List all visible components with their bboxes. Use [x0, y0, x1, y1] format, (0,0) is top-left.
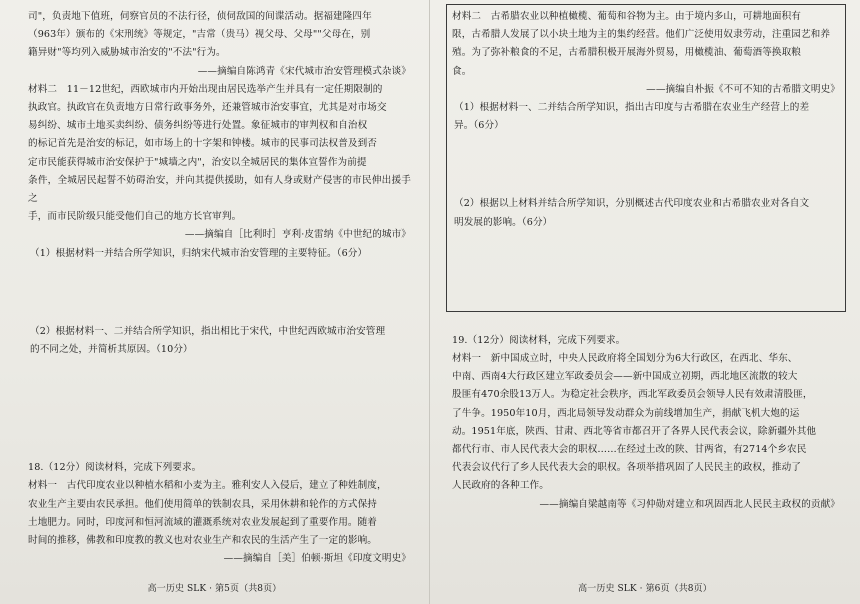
- source-citation-3: ——摘编自［美］伯顿·斯坦《印度文明史》: [223, 553, 411, 565]
- material-2-line-6: 条件，全城居民起誓不妨碍治安，并向其提供援助，如有人身或财产侵害的市民伸出援手之: [28, 174, 411, 205]
- q18-material-1-line-4: 时间的推移，佛教和印度教的教义也对农业生产和农民的生活产生了一定的影响。: [28, 535, 377, 547]
- q19-material-1-line-2: 中南、西南4大行政区建立军政委员会——新中国成立初期，西北地区流散的较大: [452, 371, 798, 383]
- q18-material-2-line-1: 材料二 古希腊农业以种植橄榄、葡萄和谷物为主。由于境内多山，可耕地面积有: [452, 11, 801, 22]
- q18-material-2-line-4: 食。: [452, 65, 472, 77]
- question-18-2-line-2: 明发展的影响。（6分）: [454, 216, 553, 228]
- right-page: [430, 0, 860, 604]
- answer-space-18-2[interactable]: [452, 232, 840, 332]
- q19-material-1-line-4: 了牛争。1950年10月，西北局领导发动群众为前线增加生产，捐献飞机大炮的运: [452, 407, 800, 419]
- q19-material-1-line-7: 代表会议代行了乡人民代表大会的职权。各项举措巩固了人民民主的政权，推动了: [452, 462, 801, 474]
- page-footer-left: 高一历史 SLK · 第5页（共8页）: [147, 583, 282, 594]
- page-footer-right: 高一历史 SLK · 第6页（共8页）: [578, 583, 712, 594]
- question-18-2-line-1: （2）根据以上材料并结合所学知识，分别概述古代印度农业和古希腊农业对各自文: [454, 198, 810, 210]
- material-2-line-4: 的标记首先是治安的标记，如市场上的十字架和钟楼。城市的民事司法权普及到否: [28, 138, 377, 150]
- intro-line-2: （963年）颁布的《宋刑统》等规定，"吉常（贵马）视父母、父母""父母在，别: [28, 29, 371, 41]
- answer-space-17-1[interactable]: [28, 263, 411, 323]
- answer-space-17-2[interactable]: [28, 359, 411, 459]
- q18-material-2-line-2: 限，古希腊人发展了以小块土地为主的集约经营。他们广泛使用奴隶劳动，注重园艺和养: [452, 29, 831, 41]
- q19-material-1-line-1: 材料一 新中国成立时，中央人民政府将全国划分为6大行政区，在西北、华东、: [452, 353, 798, 365]
- q19-material-1-line-5: 动。1951年底，陕西、甘肃、西北等省市都召开了各界人民代表会议，除新疆外其他: [452, 425, 817, 437]
- material-2-line-3: 易纠纷、城市土地买卖纠纷、债务纠纷等进行处置。象征城市的审判权和自治权: [28, 120, 368, 132]
- q19-material-1-line-6: 都代行市、市人民代表大会的职权……在经过土改的陕、甘两省，有2714个乡农民: [452, 444, 807, 456]
- material-2-line-2: 执政官。执政官在负责地方日常行政事务外，还兼管城市治安事宜，尤其是对市场交: [28, 102, 387, 114]
- question-19-header: 19.（12分）阅读材料，完成下列要求。: [452, 334, 626, 346]
- question-18-1-line-2: 异。（6分）: [454, 120, 504, 132]
- material-2-line-5: 定市民能获得城市治安保护于"城墙之内"，治安以全城居民的集体宣誓作为前提: [28, 156, 367, 168]
- material-2-line-1: 材料二 11－12世纪，西欧城市内开始出现由居民选举产生并具有一定任期限制的: [28, 83, 383, 95]
- question-17-2-line-2: 的不同之处，并简析其原因。（10分）: [30, 344, 193, 356]
- q18-material-1-line-2: 农业生产主要由农民承担。他们使用简单的铁制农具，采用休耕和轮作的方式保持: [28, 498, 377, 510]
- q19-material-1-line-8: 人民政府的各种工作。: [452, 480, 549, 492]
- q19-material-1-line-3: 股匪有470余股13万人。为稳定社会秩序，西北军政委员会领导人民有效肃清股匪，: [452, 389, 813, 401]
- source-citation-1: ——摘编自陈鸿青《宋代城市治安管理模式杂谈》: [197, 65, 411, 77]
- material-2-line-7: 手，而市民阶级只能受他们自己的地方长官审判。: [28, 211, 242, 223]
- question-18-1-line-1: （1）根据材料一、二并结合所学知识，指出古印度与古希腊在农业生产经营上的差: [454, 102, 810, 114]
- q18-material-1-line-3: 土地肥力。同时，印度河和恒河流域的灌溉系统对农业发展起到了重要作用。随着: [28, 516, 377, 528]
- source-citation-5: ——摘编自梁越南等《习仲勋对建立和巩固西北人民民主政权的贡献》: [539, 498, 840, 510]
- q18-material-1-line-1: 材料一 古代印度农业以种植水稻和小麦为主。雅利安人入侵后，建立了种姓制度，: [28, 480, 387, 492]
- question-17-1: （1）根据材料一并结合所学知识，归纳宋代城市治安管理的主要特征。（6分）: [30, 247, 368, 259]
- intro-line-1: 司"，负责地下值班，伺察官员的不法行径，侦伺敌国的间谍活动。据福建隆四年: [28, 11, 372, 22]
- intro-line-3: 籍异财"等均列入威胁城市治安的"不法"行为。: [28, 47, 226, 59]
- source-citation-2: ——摘编自［比利时］亨利·皮雷纳《中世纪的城市》: [184, 229, 411, 241]
- question-18-header: 18.（12分）阅读材料，完成下列要求。: [28, 462, 202, 474]
- source-citation-4: ——摘编自朴振《不可不知的古希腊文明史》: [646, 83, 840, 95]
- question-17-2-line-1: （2）根据材料一、二并结合所学知识，指出相比于宋代，中世纪西欧城市治安管理: [30, 325, 386, 337]
- q18-material-2-line-3: 殖。为了弥补粮食的不足，古希腊积极开展海外贸易，用橄榄油、葡萄酒等换取粮: [452, 47, 801, 59]
- answer-space-18-1[interactable]: [452, 135, 840, 195]
